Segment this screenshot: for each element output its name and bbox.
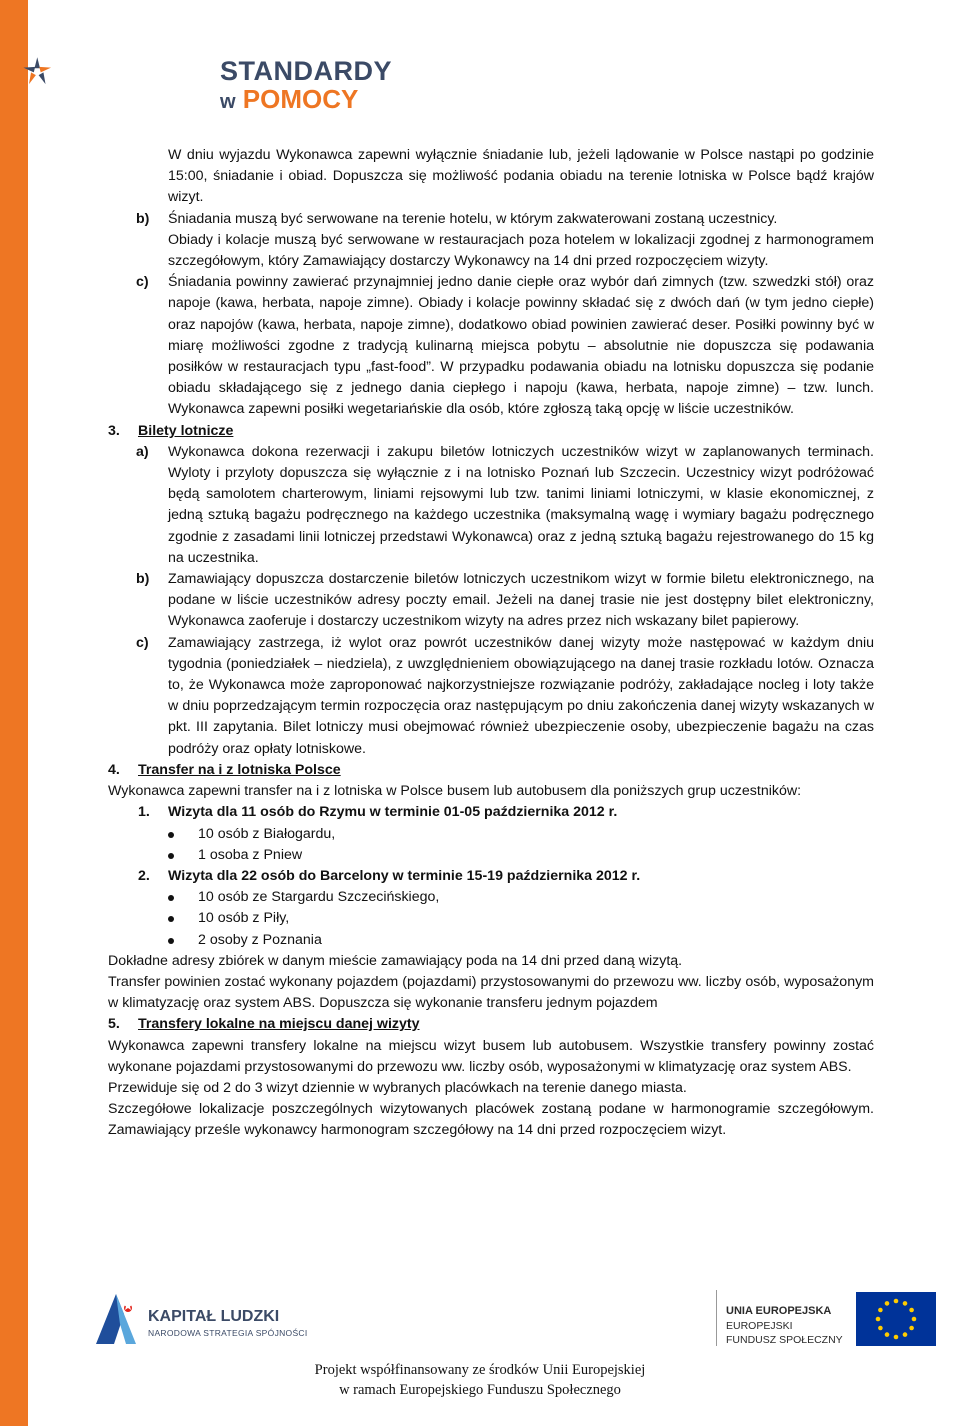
paragraph-vehicle: Transfer powinien zostać wykonany pojazdem (pojazdami) przystosowanymi do przewozu ww. liczby osób, wyposażonym w klimatyzację oraz system ABS. Dopuszcza się wykonanie transferu jednym pojazdem: [108, 973, 874, 1012]
paragraph-b-cont: Obiady i kolacje muszą być serwowane w restauracjach poza hotelem w lokalizacji zgodnej z harmonogramem szczegółowym, który Zamawiający dostarczy Wykonawcy na 14 dni przed rozpoczęciem wizyty.: [168, 231, 874, 270]
list-item-b: b) Śniadania muszą być serwowane na terenie hotelu, w którym zakwaterowani zostaną uczestnicy.: [136, 210, 778, 227]
bullet-icon: [168, 938, 174, 944]
document-body: [108, 145, 874, 1142]
bullet-item: 1 osoba z Pniew: [108, 845, 874, 866]
bullet-item: 10 osób z Białogardu,: [108, 824, 874, 845]
bullet-icon: [168, 895, 174, 901]
paragraph-addresses: Dokładne adresy zbiórek w danym mieście zamawiający poda na 14 dni przed daną wizytą.: [108, 952, 683, 969]
bullet-icon: [168, 916, 174, 922]
paragraph-local-transfers: Wykonawca zapewni transfery lokalne na miejscu wizyt busem lub autobusem. Wszystkie transfery powinny zostać wykonane pojazdami przystosowanymi do przewozu ww. liczby osób, wyposażonymi w klimatyzację oraz system ABS.: [108, 1037, 874, 1075]
kapital-ludzki-title: KAPITAŁ LUDZKI: [148, 1308, 280, 1325]
list-item-3a: a) Wykonawca dokona rezerwacji i zakupu biletów lotniczych uczestników wizyt w zaplanowanych terminach. Wyloty i przyloty dopuszcza się wyłącznie z i na lotnisko Poznań lub Szczecin. Uczestnicy wizyt podróżować będą samolotem charterowym, liniami rejsowymi lub tzw. tanimi liniami lotniczymi, w klasie ekonomicznej, z jedną sztuką bagażu podręcznego na każdego uczestnika (maksymalną wagę i wymiary bagażu podręcznego zgodnie z zasadami linii lotniczej przedstawi Wykonawca) oraz z jedną sztuką bagażu rejestrowanego do 15 kg na uczestnika.: [136, 443, 874, 566]
cofinancing-note: Projekt współfinansowany ze środków Unii Europejskiej w ramach Europejskiego Funduszu Społecznego: [314, 1362, 646, 1398]
trip-heading-1: 1. Wizyta dla 11 osób do Rzymu w terminie 01-05 października 2012 r.: [138, 804, 618, 821]
section-heading-5: 5. Transfery lokalne na miejscu danej wizyty: [108, 1016, 420, 1033]
eu-name: UNIA EUROPEJSKA: [726, 1305, 832, 1317]
eu-fund-line2: FUNDUSZ SPOŁECZNY: [726, 1334, 843, 1346]
bullet-item: 10 osób ze Stargardu Szczecińskiego,: [108, 887, 874, 908]
section-heading-4: 4. Transfer na i z lotniska Polsce: [108, 761, 341, 778]
paragraph-transfer: Wykonawca zapewni transfer na i z lotniska w Polsce busem lub autobusem dla poniższych grup uczestników:: [108, 783, 802, 800]
orange-side-band: [0, 0, 28, 1426]
paragraph-intro: W dniu wyjazdu Wykonawca zapewni wyłącznie śniadanie lub, jeżeli lądowanie w Polsce nastąpi po godzinie 15:00, śniadanie i obiad. Dopuszcza się możliwość podania obiadu na terenie lotniska w Polsce bądź krajów wizyt.: [168, 147, 874, 206]
standardy-logo-star-icon: [20, 20, 120, 120]
kapital-ludzki-subtitle: NARODOWA STRATEGIA SPÓJNOŚCI: [148, 1328, 308, 1338]
list-item-3c: c) Zamawiający zastrzega, iż wylot oraz powrót uczestników danej wizyty może następować w każdym dniu tygodnia (poniedziałek – niedziela), z uwzględnieniem obowiązującego na danej trasie rozkładu lotów. Oznacza to, że Wykonawca może zaproponować najkorzystniejsze rozwiązanie podróży, zakładające nocleg i loty także w dniu poprzedzającym termin rozpoczęcia oraz następującym po dniu zakończenia danej wizyty wskazanych w pkt. III zapytania. Bilet lotniczy musi obejmować również ubezpieczenie osoby, ubezpieczenie bagażu na czas podróży oraz opłaty lotniskowe.: [136, 634, 874, 757]
list-item-3b: b) Zamawiający dopuszcza dostarczenie biletów lotniczych uczestnikom wizyt w formie biletu elektronicznego, na podane w liście uczestników adresy poczty email. Jeżeli na danej trasie nie jest dostępny bilet elektroniczny, Wykonawca zaoferuje i dostarczy uczestnikom wizyty na adres przez nich wskazany bilet papierowy.: [136, 571, 874, 630]
bullet-icon: [168, 853, 174, 859]
section-heading-3: 3. Bilety lotnicze: [108, 422, 234, 439]
paragraph-schedule: Szczegółowe lokalizacje poszczególnych wizytowanych placówek zostaną podane w harmonogramie szczegółowym. Zamawiający prześle wykonawcy harmonogram szczegółowy na 14 dni przed rozpoczęciem wizyt.: [108, 1101, 874, 1139]
bullet-icon: [168, 832, 174, 838]
trip-heading-2: 2. Wizyta dla 22 osób do Barcelony w terminie 15-19 października 2012 r.: [138, 867, 641, 884]
paragraph-visits-per-day: Przewiduje się od 2 do 3 wizyt dziennie w wybranych placówkach na terenie danego miasta.: [108, 1079, 687, 1096]
logo-title: STANDARDY: [220, 56, 392, 86]
eu-flag-icon: [856, 1292, 936, 1346]
logo-subtitle: w POMOCY: [220, 84, 359, 114]
bullet-item: 10 osób z Piły,: [108, 908, 874, 929]
list-item-c: c) Śniadania powinny zawierać przynajmniej jedno danie ciepłe oraz wybór dań zimnych (tzw. szwedzki stół) oraz napoje (kawa, herbata, napoje zimne). Obiady i kolacje powinny składać się z dwóch dań (w tym jedno ciepłe) oraz napojów (kawa, herbata, napoje zimne), dodatkowo obiad powinien zawierać deser. Posiłki powinny być w miarę możliwości zgodne z tradycją kulinarną miejsca pobytu – absolutnie nie dopuszcza się podawania posiłków w restauracjach typu „fast-food”. W przypadku podawania obiadu na lotnisku dopuszcza się podanie obiadu składającego się z jednego dania ciepłego i napoju (kawa, herbata, napoje zimne) – tzw. lunch. Wykonawca zapewni posiłki wegetariańskie dla osób, które zgłoszą taką opcję w liście uczestników.: [136, 274, 874, 418]
bullet-item: 2 osoby z Poznania: [108, 930, 874, 951]
eu-fund-line1: EUROPEJSKI: [726, 1320, 793, 1332]
kapital-ludzki-logo-icon: [92, 1290, 142, 1346]
